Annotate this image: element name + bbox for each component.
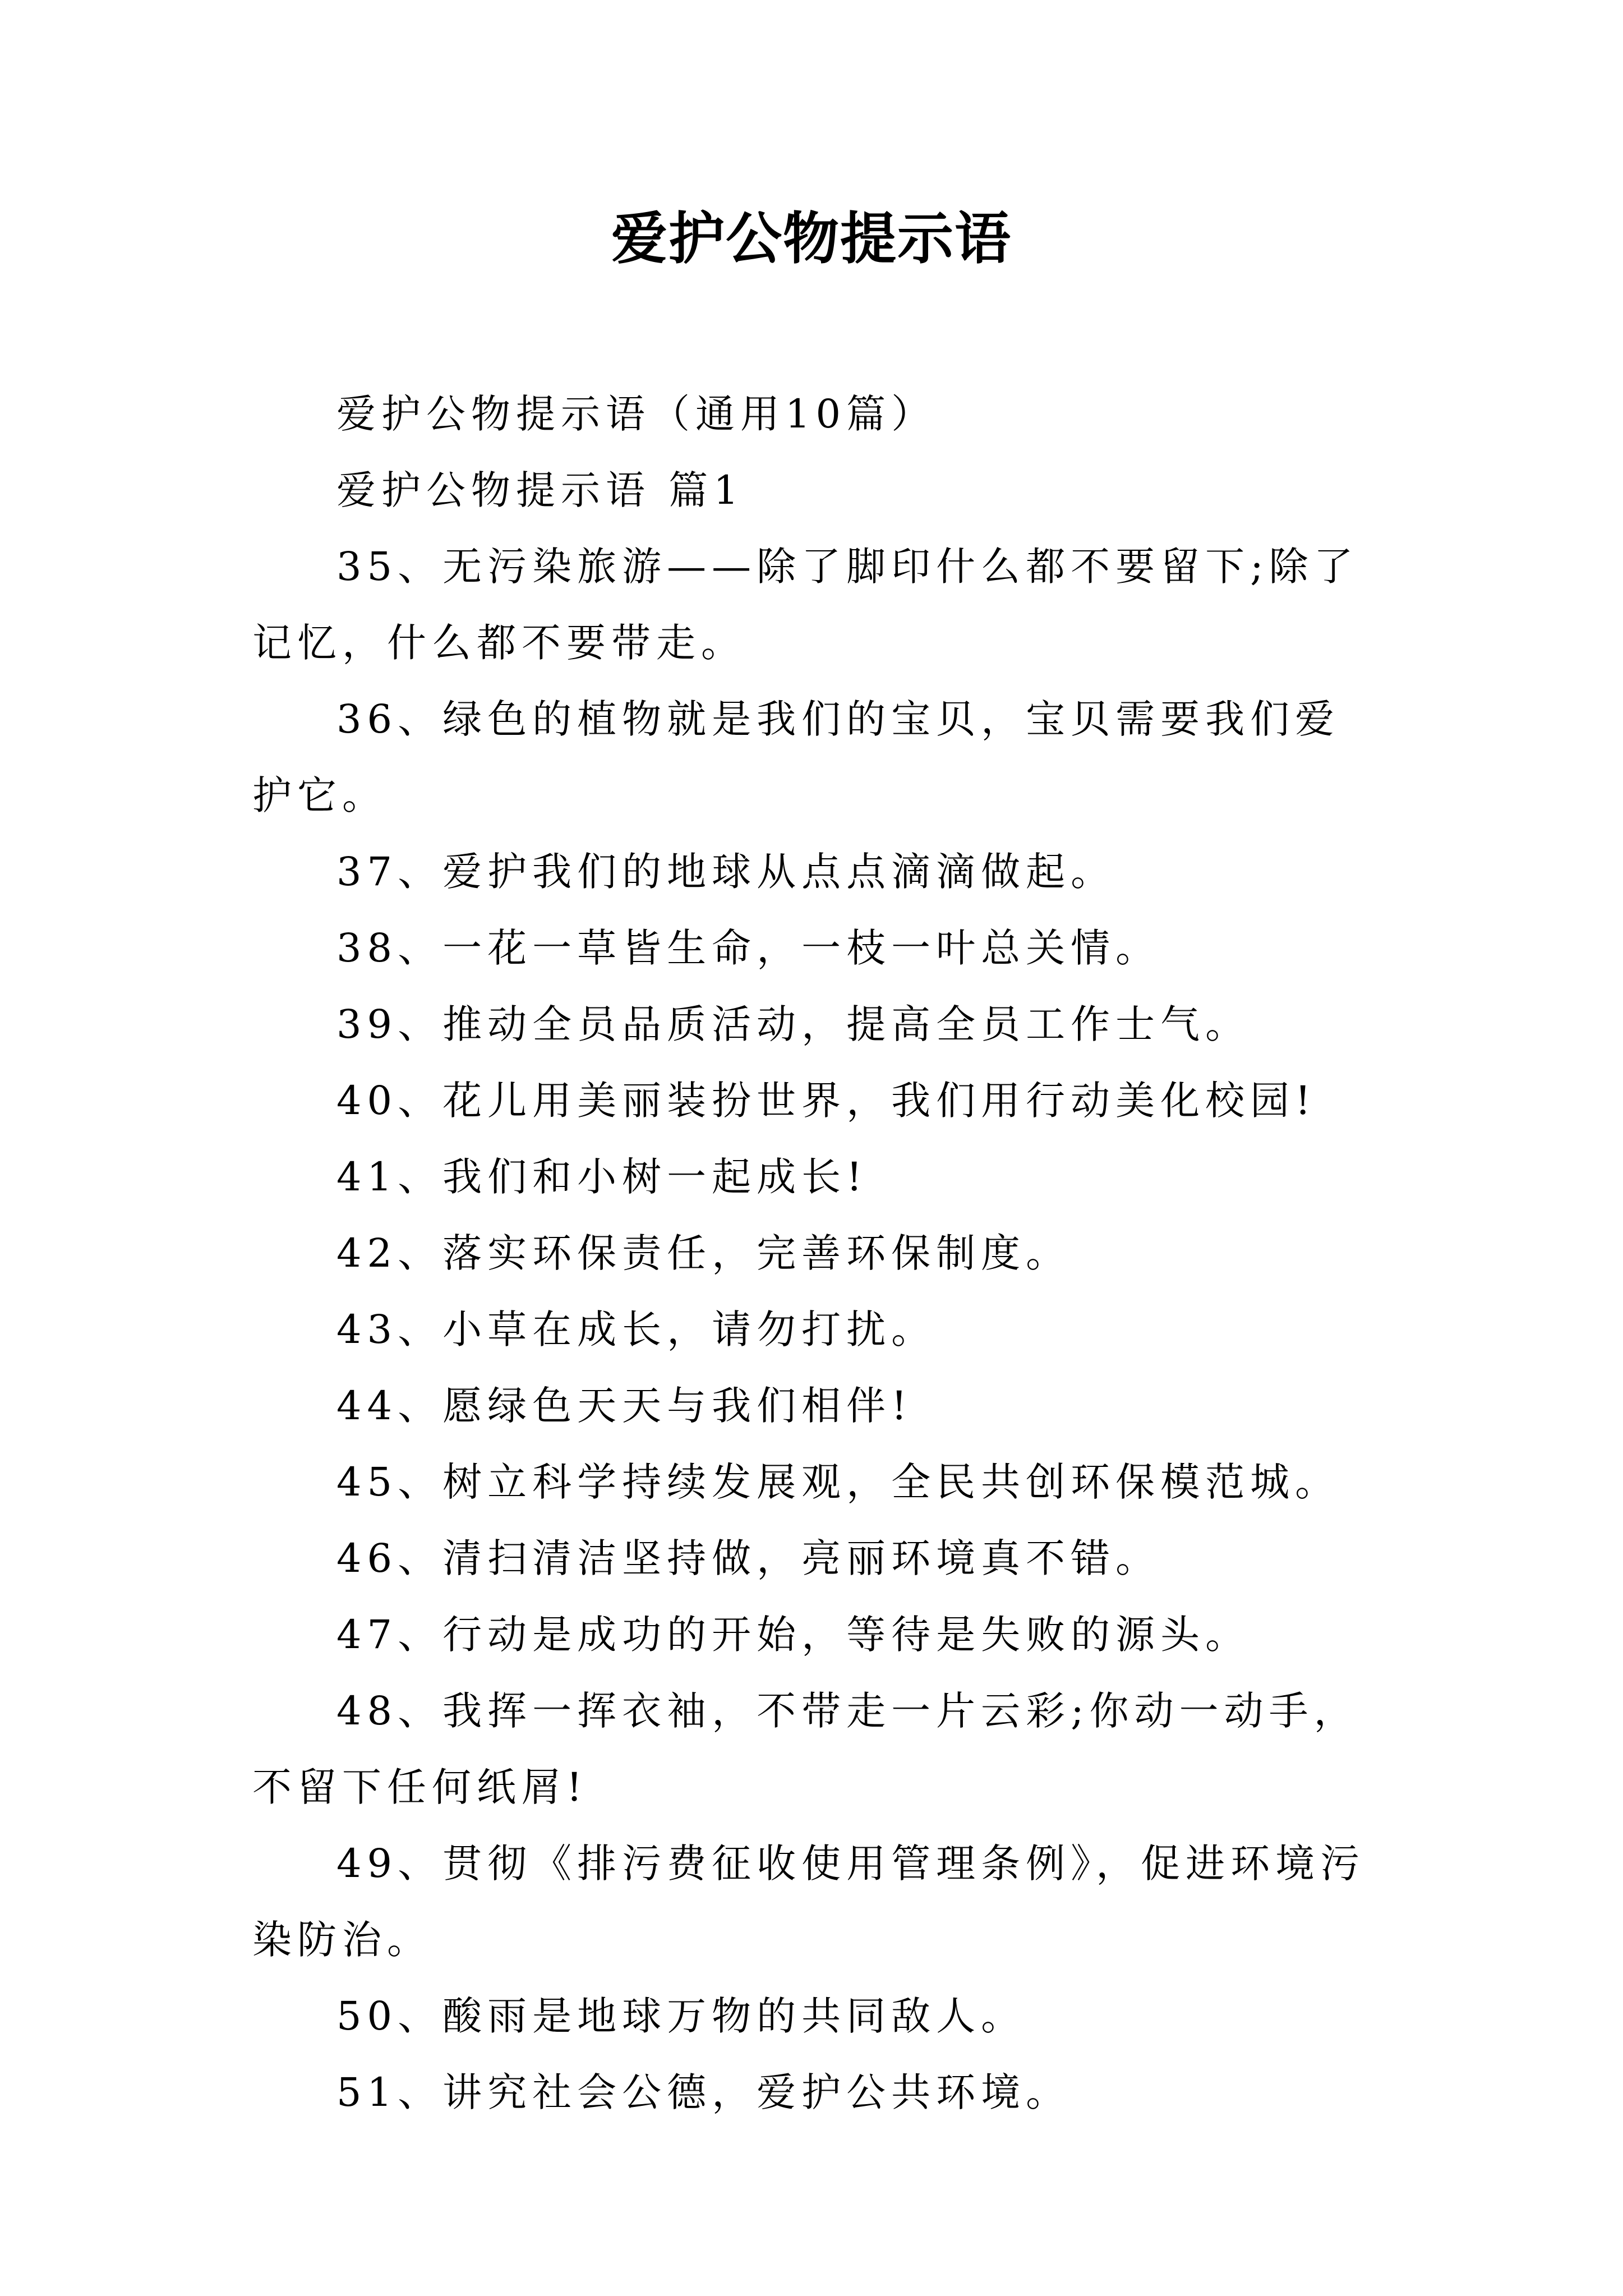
slogan-paragraph: 44、愿绿色天天与我们相伴! — [336, 1383, 913, 1429]
slogan-paragraph: 37、爱护我们的地球从点点滴滴做起。 — [336, 849, 1116, 895]
slogan-paragraph: 42、落实环保责任，完善环保制度。 — [336, 1230, 1071, 1276]
slogan-paragraph: 36、绿色的植物就是我们的宝贝，宝贝需要我们爱护它。 — [252, 696, 1340, 818]
slogan-paragraph: 38、一花一草皆生命，一枝一叶总关情。 — [336, 925, 1161, 971]
slogan-paragraph: 45、树立科学持续发展观，全民共创环保模范城。 — [336, 1459, 1340, 1505]
subtitle-paragraph: 爱护公物提示语（通用10篇） — [336, 391, 937, 437]
document-body — [252, 376, 1380, 2131]
slogan-paragraph: 48、我挥一挥衣袖，不带走一片云彩;你动一动手，不留下任何纸屑! — [252, 1688, 1359, 1810]
slogan-paragraph: 47、行动是成功的开始，等待是失败的源头。 — [336, 1612, 1251, 1658]
document-title: 爱护公物提示语 — [611, 205, 1012, 272]
slogan-paragraph: 40、花儿用美丽装扮世界，我们用行动美化校园! — [336, 1078, 1317, 1124]
slogan-paragraph: 46、清扫清洁坚持做，亮丽环境真不错。 — [336, 1535, 1161, 1581]
slogan-paragraph: 51、讲究社会公德，爱护公共环境。 — [336, 2069, 1071, 2115]
slogan-paragraph: 35、无污染旅游——除了脚印什么都不要留下;除了记忆，什么都不要带走。 — [252, 544, 1359, 666]
section-heading: 爱护公物提示语 篇1 — [336, 467, 744, 513]
slogan-paragraph: 41、我们和小树一起成长! — [336, 1154, 868, 1200]
slogan-paragraph: 50、酸雨是地球万物的共同敌人。 — [336, 1993, 1026, 2039]
slogan-paragraph: 49、贯彻《排污费征收使用管理条例》，促进环境污染防治。 — [252, 1841, 1366, 1963]
slogan-paragraph: 39、推动全员品质活动，提高全员工作士气。 — [336, 1001, 1251, 1047]
slogan-paragraph: 43、小草在成长，请勿打扰。 — [336, 1306, 937, 1352]
